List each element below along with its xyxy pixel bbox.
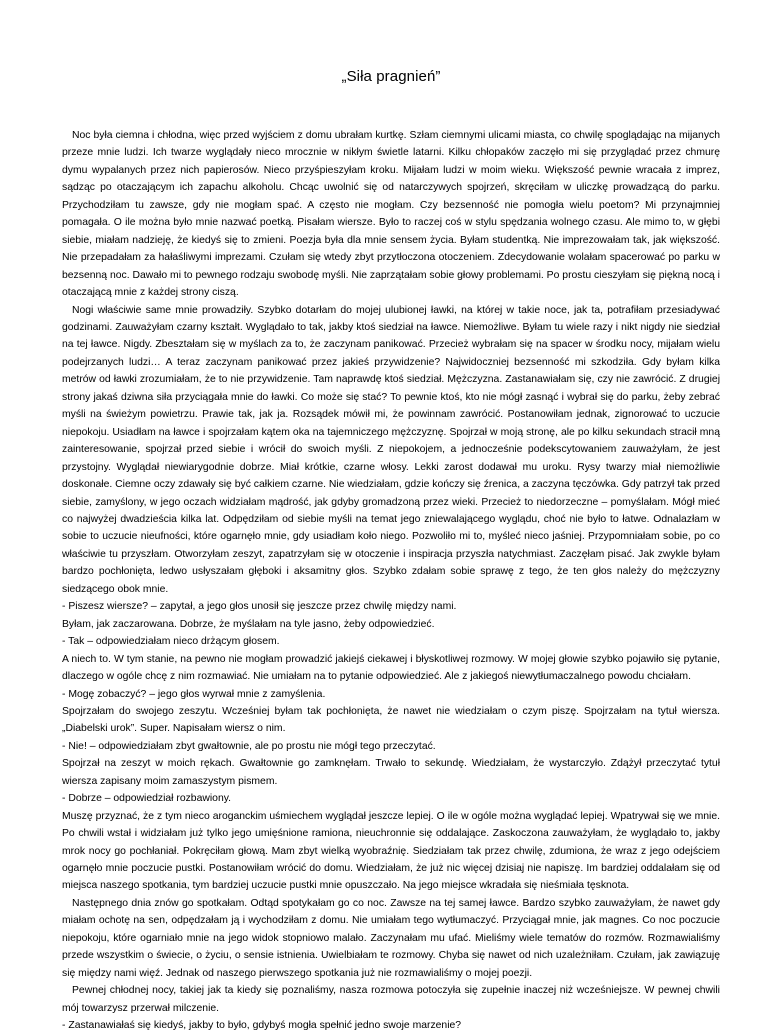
document-body bbox=[62, 127, 720, 1035]
paragraph: Byłam, jak zaczarowana. Dobrze, że myślałam na tyle jasno, żeby odpowiedzieć. bbox=[62, 618, 435, 630]
dialogue-line: - Dobrze – odpowiedział rozbawiony. bbox=[62, 793, 232, 805]
paragraph: Spojrzał na zeszyt w moich rękach. Gwałtownie go zamknęłam. Trwało to sekundę. Wiedziałam, że wystarczyło. Zdążył przeczytać tytuł wiersza zapisany moim zamaszystym pismem. bbox=[62, 758, 720, 787]
paragraph: Muszę przyznać, że z tym nieco aroganckim uśmiechem wyglądał jeszcze lepiej. O ile w ogóle można wyglądać lepiej. Wpatrywał się we mnie. Po chwili wstał i widziałam już tylko jego umięśnione ramiona, nieuchronnie się oddalające. Zaskoczona zauważyłam, że wyglądało to, jakby mrok nocy go pochłaniał. Pokręciłam głową. Mam zbyt wielką wyobraźnię. Siedziałam tak przez chwilę, zdumiona, że wraz z jego odejściem ogarnęło mnie poczucie pustki. Postanowiłam wrócić do domu. Wiedziałam, że już nic więcej dzisiaj nie napiszę. Im bardziej oddalałam się od miejsca naszego spotkania, tym bardziej uczucie pustki mnie opuszczało. Na jego miejsce wkradała się nieśmiała tęsknota. bbox=[62, 810, 720, 892]
dialogue-line: - Tak – odpowiedziałam nieco drżącym głosem. bbox=[62, 636, 280, 648]
dialogue-line: - Piszesz wiersze? – zapytał, a jego głos unosił się jeszcze przez chwilę między nami. bbox=[62, 601, 457, 613]
paragraph: Pewnej chłodnej nocy, takiej jak ta kiedy się poznaliśmy, nasza rozmowa potoczyła się zupełnie inaczej niż wcześniejsze. W pewnej chwili mój towarzysz przerwał milczenie. bbox=[62, 985, 720, 1014]
document-title: „Siła pragnień” bbox=[341, 68, 441, 85]
dialogue-line: - Nie! – odpowiedziałam zbyt gwałtownie, ale po prostu nie mógł tego przeczytać. bbox=[62, 740, 436, 752]
paragraph: Nogi właściwie same mnie prowadziły. Szybko dotarłam do mojej ulubionej ławki, na której w takie noce, jak ta, potrafiłam przesiadywać godzinami. Zauważyłam czarny kształt. Wyglądało to tak, jakby ktoś siedział na ławce. Niemożliwe. Byłam tu wiele razy i nikt nigdy nie siedział na tej ławce. Nigdy. Zbeształam się w myślach za to, że zaczynam panikować. Przecież wybrałam się na spacer w środku nocy, mijałam wielu podejrzanych ludzi… A teraz zaczynam panikować przez jakieś przywidzenie? Najwidoczniej bezsenność mi szkodziła. Gdy byłam kilka metrów od ławki zrozumiałam, że to nie przywidzenie. Tam naprawdę ktoś siedział. Mężczyzna. Zastanawiałam się, czy nie zawrócić. Z drugiej strony jakaś dziwna siła przyciągała mnie do ławki. Co może się stać? To pewnie ktoś, kto nie mógł zasnąć i wybrał się do parku, żeby zebrać myśli na świeżym powietrzu. Prawie tak, jak ja. Rozsądek mówił mi, że powinnam zawrócić. Postanowiłam jednak, zignorować to uczucie niepokoju. Usiadłam na ławce i spojrzałam kątem oka na tajemniczego mężczyznę. Spojrzał w moją stronę, ale po kilku sekundach stracił mną zainteresowanie, spojrzał przed siebie i wrócił do swoich myśli. Z niepokojem, a jednocześnie podekscytowaniem zauważyłam, że jest przystojny. Wyglądał niewiarygodnie dobrze. Miał krótkie, czarne włosy. Lekki zarost dodawał mu uroku. Rysy twarzy miał niemożliwie doskonałe. Ciemne oczy zdawały się być całkiem czarne. Nie wiedziałam, gdzie kończy się źrenica, a zaczyna tęczówka. Gdy patrzył tak przed siebie, zamyślony, w jego oczach widziałam mądrość, jak gdyby gromadzoną przez wieki. Przecież to niedorzeczne – pomyślałam. Mógł mieć co najwyżej dwadzieścia kilka lat. Odpędziłam od siebie myśli na temat jego zniewalającego wyglądu, choć nie było to łatwe. Odnalazłam w sobie to uczucie nieufności, które ogarnęło mnie, gdy usiadłam koło niego. Pozwoliło mi to, myśleć nieco jaśniej. Przypomniałam sobie, po co właściwie tu przyszłam. Otworzyłam zeszyt, zapatrzyłam się w otoczenie i inspiracja przyszła natychmiast. Zaczęłam pisać. Jak zwykle byłam bardzo pochłonięta, ledwo usłyszałam głęboki i aksamitny głos. Szybko zdałam sobie sprawę z tego, że ten głos należy do mężczyzny siedzącego obok mnie. bbox=[62, 304, 720, 595]
document-page bbox=[62, 0, 720, 1032]
dialogue-line: - Mogę zobaczyć? – jego głos wyrwał mnie z zamyślenia. bbox=[62, 688, 326, 700]
paragraph: Następnego dnia znów go spotkałam. Odtąd spotykałam go co noc. Zawsze na tej samej ławce. Bardzo szybko zauważyłam, że nawet gdy miałam ochotę na sen, odpędzałam ją i wychodziłam z domu. Nie umiałam tego wytłumaczyć. Przyciągał mnie, jak magnes. Co noc poczucie niepokoju, które ogarniało mnie na jego widok stopniowo malało. Zaczynałam mu ufać. Mieliśmy wiele tematów do rozmów. Rozmawialiśmy przede wszystkim o świecie, o życiu, o sensie istnienia. Uwielbiałam te rozmowy. Chyba się nawet od nich uzależniłam. Czułam, jak zawiązuję się między nami więź. Jednak od naszego pierwszego spotkania już nie rozmawialiśmy o mojej poezji. bbox=[62, 897, 720, 979]
paragraph: A niech to. W tym stanie, na pewno nie mogłam prowadzić jakiejś ciekawej i błyskotliwej rozmowy. W mojej głowie szybko pojawiło się pytanie, dlaczego w ogóle chcę z nim rozmawiać. Nie umiałam na to pytanie odpowiedzieć. Ale z jakiegoś niewytłumaczalnego powodu chciałam. bbox=[62, 653, 720, 683]
paragraph: Noc była ciemna i chłodna, więc przed wyjściem z domu ubrałam kurtkę. Szłam ciemnymi ulicami miasta, co chwilę spoglądając na mijanych przeze mnie ludzi. Ich twarze wyglądały nieco mrocznie w nikłym świetle latarni. Kilku chłopaków zaczęło mi się przyglądać przez chmurę dymu wypalanych przez nich papierosów. Nieco przyśpieszyłam kroku. Mijałam ludzi w moim wieku. Większość pewnie wracała z imprez, sądząc po otaczającym ich zapachu alkoholu. Chcąc uwolnić się od natarczywych spojrzeń, skręciłam w uliczkę prowadzącą do parku. Przychodziłam tu zawsze, gdy nie mogłam spać. A często nie mogłam. Czy bezsenność nie pomogła wielu poetom? Mi przynajmniej pomagała. O ile można było mnie nazwać poetką. Pisałam wiersze. Było to raczej coś w stylu spędzania wolnego czasu. Ale mimo to, w głębi siebie, miałam nadzieję, że kiedyś się to zmieni. Poezja była dla mnie sensem życia. Byłam studentką. Nie imprezowałam tak, jak większość. Nie przepadałam za hałaśliwymi imprezami. Czułam się wtedy zbyt przytłoczona otoczeniem. Zdecydowanie wolałam spacerować po parku w bezsenną noc. Dawało mi to pewnego rodzaju swobodę myśli. Nie zaprzątałam sobie głowy problemami. Po prostu cieszyłam się piękną nocą i otaczającą mnie z każdej strony ciszą. bbox=[62, 130, 720, 299]
paragraph: Spojrzałam do swojego zeszytu. Wcześniej byłam tak pochłonięta, że nawet nie wiedziałam o czym piszę. Spojrzałam na tytuł wiersza. „Diabelski urok”. Super. Napisałam wiersz o nim. bbox=[62, 705, 720, 735]
dialogue-line: - Zastanawiałaś się kiedyś, jakby to było, gdybyś mogła spełnić jedno swoje marzenie? bbox=[62, 1020, 462, 1032]
